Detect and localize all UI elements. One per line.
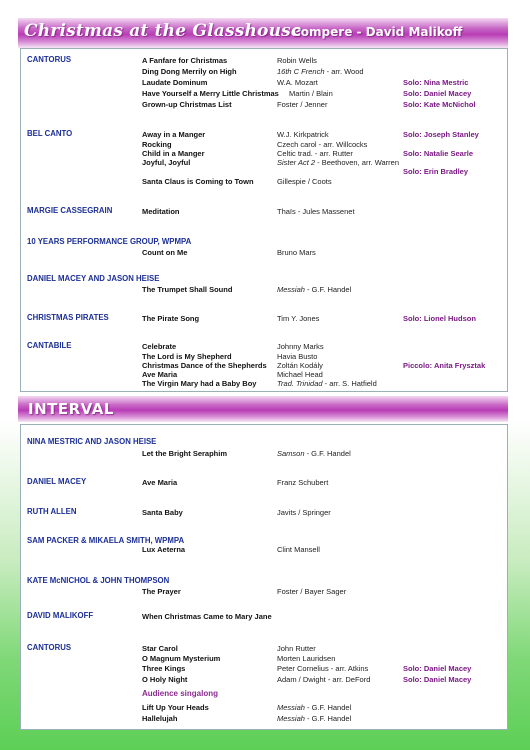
composer: Thaïs - Jules Massenet	[277, 207, 355, 216]
header-banner	[18, 18, 508, 48]
composer: John Rutter	[277, 644, 316, 653]
piece-title: Meditation	[142, 207, 180, 216]
composer: Czech carol - arr. Willcocks	[277, 140, 368, 149]
piece-title: Lux Aeterna	[142, 545, 186, 554]
composer: W.A. Mozart	[277, 78, 318, 87]
group-name: CHRISTMAS PIRATES	[27, 313, 109, 322]
piece-title: When Christmas Came to Mary Jane	[142, 612, 272, 621]
group-name: BEL CANTO	[27, 129, 73, 138]
piece-title: Ave Maria	[142, 370, 178, 379]
piece-title: Ding Dong Merrily on High	[142, 67, 237, 76]
piece-title: Have Yourself a Merry Little Christmas	[142, 89, 279, 98]
concert-title: Christmas at the Glasshouse	[24, 21, 302, 41]
composer: Messiah - G.F. Handel	[277, 703, 352, 712]
composer: Clint Mansell	[277, 545, 320, 554]
composer: Samson - G.F. Handel	[277, 449, 351, 458]
soloist: Solo: Lionel Hudson	[403, 314, 476, 323]
piece-title: The Pirate Song	[142, 314, 200, 323]
piece-title: The Trumpet Shall Sound	[142, 285, 233, 294]
group-name: CANTORUS	[27, 55, 72, 64]
interval-label: INTERVAL	[28, 400, 114, 418]
piece-title: O Magnum Mysterium	[142, 654, 221, 663]
composer: Tim Y. Jones	[277, 314, 320, 323]
piece-title: Child in a Manger	[142, 149, 205, 158]
composer: Messiah - G.F. Handel	[277, 714, 352, 723]
composer: Foster / Bayer Sager	[277, 587, 347, 596]
composer: Franz Schubert	[277, 478, 329, 487]
composer: Messiah - G.F. Handel	[277, 285, 352, 294]
soloist: Solo: Kate McNichol	[403, 100, 476, 109]
compere-label: Compere - David Malikoff	[292, 25, 463, 39]
composer: Michael Head	[277, 370, 323, 379]
composer: Zoltán Kodály	[277, 361, 323, 370]
composer: Sister Act 2 - Beethoven, arr. Warren	[277, 158, 400, 167]
piece-title: Christmas Dance of the Shepherds	[142, 361, 267, 370]
composer: Morten Lauridsen	[277, 654, 336, 663]
group-name: SAM PACKER & MIKAELA SMITH, WPMPA	[27, 536, 185, 545]
piece-title: O Holy Night	[142, 675, 188, 684]
piece-title: Lift Up Your Heads	[142, 703, 209, 712]
group-name: DANIEL MACEY	[27, 477, 87, 486]
composer: Havia Busto	[277, 352, 318, 361]
piece-title: Laudate Dominum	[142, 78, 208, 87]
group-name: NINA MESTRIC AND JASON HEISE	[27, 437, 157, 446]
piece-title: Santa Baby	[142, 508, 183, 517]
soloist: Solo: Daniel Macey	[403, 89, 472, 98]
composer: Javits / Springer	[277, 508, 331, 517]
piece-title: The Virgin Mary had a Baby Boy	[142, 379, 257, 388]
composer: Gillespie / Coots	[277, 177, 332, 186]
piece-title: The Lord is My Shepherd	[142, 352, 232, 361]
composer: Robin Wells	[277, 56, 317, 65]
group-name: KATE McNICHOL & JOHN THOMPSON	[27, 576, 170, 585]
singalong-heading: Audience singalong	[142, 689, 219, 698]
composer: Foster / Jenner	[277, 100, 328, 109]
piece-title: Santa Claus is Coming to Town	[142, 177, 254, 186]
piece-title: Star Carol	[142, 644, 178, 653]
composer: W.J. Kirkpatrick	[277, 130, 329, 139]
piece-title: A Fanfare for Christmas	[142, 56, 228, 65]
group-name: CANTABILE	[27, 341, 72, 350]
composer: Celtic trad. - arr. Rutter	[277, 149, 353, 158]
interval-banner	[18, 396, 508, 422]
composer: Peter Cornelius - arr. Atkins	[277, 664, 369, 673]
composer: Bruno Mars	[277, 248, 316, 257]
soloist: Solo: Joseph Stanley	[403, 130, 479, 139]
composer: Martin / Blain	[289, 89, 333, 98]
group-name: DANIEL MACEY AND JASON HEISE	[27, 274, 160, 283]
soloist: Piccolo: Anita Frysztak	[403, 361, 486, 370]
group-name: 10 YEARS PERFORMANCE GROUP, WPMPA	[27, 237, 192, 246]
piece-title: Three Kings	[142, 664, 186, 673]
composer: Johnny Marks	[277, 342, 324, 351]
piece-title: Grown-up Christmas List	[142, 100, 232, 109]
soloist: Solo: Nina Mestric	[403, 78, 469, 87]
group-name: MARGIE CASSEGRAIN	[27, 206, 113, 215]
piece-title: Away in a Manger	[142, 130, 206, 139]
group-name: DAVID MALIKOFF	[27, 611, 94, 620]
piece-title: The Prayer	[142, 587, 181, 596]
piece-title: Count on Me	[142, 248, 188, 257]
group-name: CANTORUS	[27, 643, 72, 652]
composer: Trad. Trinidad - arr. S. Hatfield	[277, 379, 377, 388]
soloist: Solo: Erin Bradley	[403, 167, 469, 176]
piece-title: Ave Maria	[142, 478, 178, 487]
composer: 16th C French - arr. Wood	[277, 67, 364, 76]
soloist: Solo: Daniel Macey	[403, 664, 472, 673]
group-name: RUTH ALLEN	[27, 507, 77, 516]
piece-title: Joyful, Joyful	[142, 158, 191, 167]
composer: Adam / Dwight - arr. DeFord	[277, 675, 371, 684]
piece-title: Celebrate	[142, 342, 177, 351]
piece-title: Hallelujah	[142, 714, 178, 723]
piece-title: Let the Bright Seraphim	[142, 449, 228, 458]
soloist: Solo: Natalie Searle	[403, 149, 474, 158]
soloist: Solo: Daniel Macey	[403, 675, 472, 684]
piece-title: Rocking	[142, 140, 172, 149]
